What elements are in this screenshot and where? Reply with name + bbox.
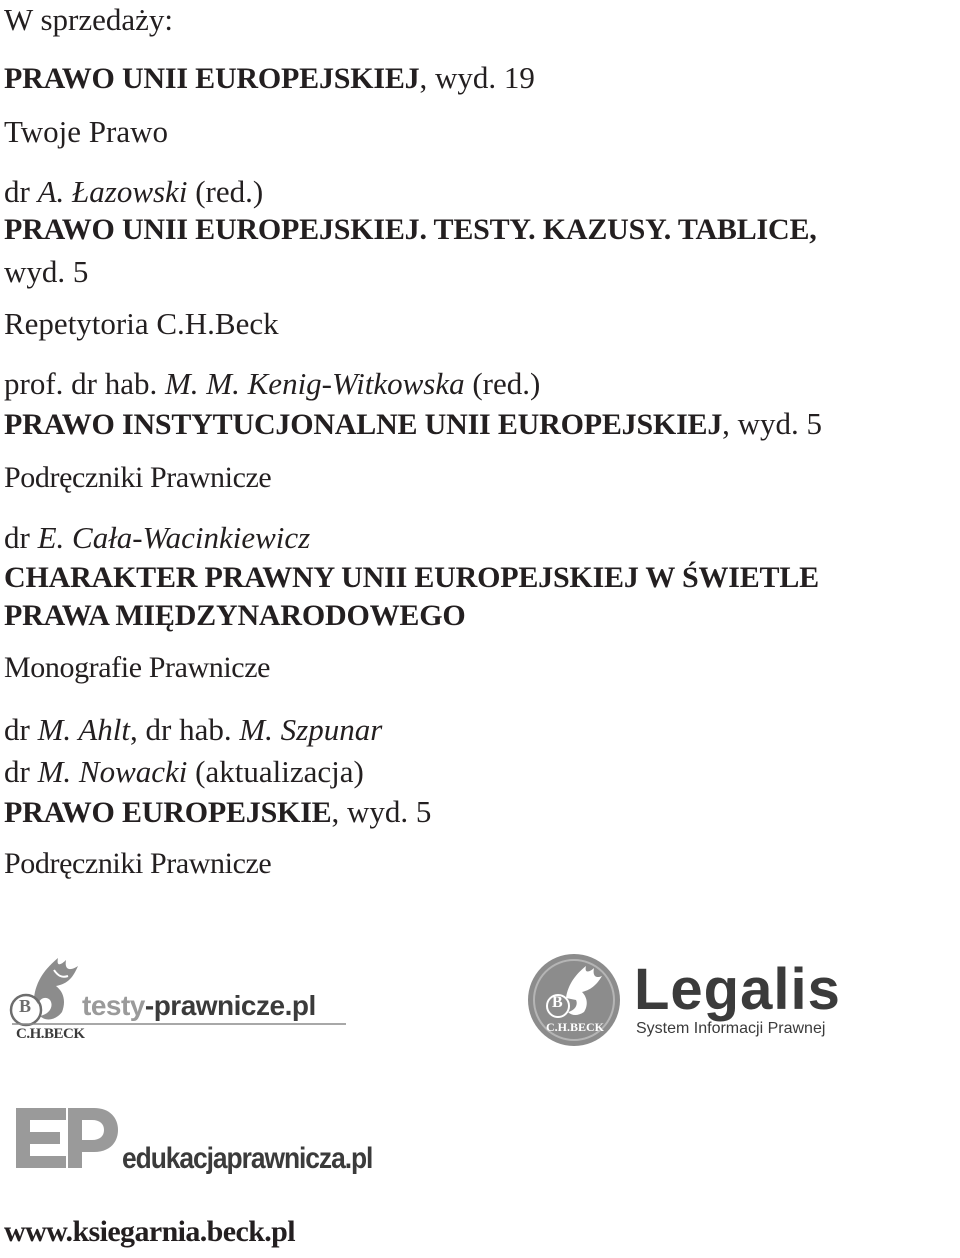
testy-wordmark-part-1: testy: [82, 990, 145, 1021]
book-2-title: PRAWO UNII EUROPEJSKIEJ. TESTY. KAZUSY. TABLICE,: [4, 213, 817, 246]
legalis-wordmark: Legalis: [634, 957, 841, 1022]
book-5-edition: , wyd. 5: [331, 794, 432, 829]
beck-seal-icon: [526, 950, 626, 1050]
legalis-beck-badge-letter: B: [552, 994, 563, 1011]
book-3-author: M. M. Kenig-Witkowska: [164, 366, 465, 401]
book-2-author-prefix: dr: [4, 174, 38, 209]
book-5-author-1: M. Ahlt: [37, 712, 131, 747]
book-5-author-3: M. Nowacki: [37, 754, 188, 789]
book-5-title-line: [4, 794, 431, 831]
book-5-author-3-suffix: (aktualizacja): [187, 754, 364, 789]
legalis-tagline: System Informacji Prawnej: [636, 1020, 826, 1037]
book-3-edition: , wyd. 5: [722, 406, 823, 441]
book-4-title-line-1: CHARAKTER PRAWNY UNII EUROPEJSKIEJ W ŚWIETLE: [4, 561, 819, 594]
book-2-author: A. Łazowski: [37, 174, 188, 209]
book-1-edition: , wyd. 19: [419, 60, 535, 95]
book-4-title-line-2: PRAWA MIĘDZYNARODOWEGO: [4, 599, 466, 632]
book-2-series: Repetytoria C.H.Beck: [4, 306, 279, 341]
book-1-series: Twoje Prawo: [4, 114, 168, 149]
book-1-title-line: [4, 60, 535, 97]
book-2-edition: wyd. 5: [4, 254, 89, 289]
ep-monogram-icon: [6, 1098, 126, 1178]
legalis-logo[interactable]: [526, 950, 886, 1050]
testy-beck-badge-letter: B: [19, 996, 32, 1016]
book-5-author-line-2: [4, 754, 364, 790]
book-5-author-2: M. Szpunar: [239, 712, 383, 747]
testy-chbeck-label: C.H.BECK: [16, 1026, 85, 1042]
testy-prawnicze-wordmark: [82, 990, 316, 1022]
book-5-author-separator: , dr hab.: [130, 712, 240, 747]
book-1-title: PRAWO UNII EUROPEJSKIEJ: [4, 62, 420, 95]
book-2-author-suffix: (red.): [187, 174, 264, 209]
book-4-series: Monografie Prawnicze: [4, 651, 271, 684]
book-5-series: Podręczniki Prawnicze: [4, 847, 272, 880]
book-3-title-line: [4, 406, 822, 443]
edukacja-prawnicza-logo[interactable]: [6, 1098, 426, 1184]
testy-wordmark-part-2: -prawnicze.pl: [144, 990, 316, 1021]
book-3-author-line: [4, 366, 540, 402]
book-3-author-suffix: (red.): [464, 366, 541, 401]
book-4-author-prefix: dr: [4, 520, 38, 555]
book-5-author-3-prefix: dr: [4, 754, 38, 789]
book-5-title: PRAWO EUROPEJSKIE: [4, 796, 332, 829]
legalis-chbeck-label: C.H.BECK: [546, 1020, 605, 1034]
book-3-series: Podręczniki Prawnicze: [4, 461, 272, 494]
book-4-author: E. Cała-Wacinkiewicz: [37, 520, 311, 555]
heading: W sprzedaży:: [4, 2, 173, 37]
book-4-author-line: [4, 520, 310, 556]
edukacja-prawnicza-url[interactable]: edukacjaprawnicza.pl: [122, 1142, 373, 1175]
book-3-title: PRAWO INSTYTUCJONALNE UNII EUROPEJSKIEJ: [4, 408, 723, 441]
book-5-author-1-prefix: dr: [4, 712, 38, 747]
book-3-author-prefix: prof. dr hab.: [4, 366, 165, 401]
testy-prawnicze-logo[interactable]: [6, 950, 356, 1050]
footer-url[interactable]: www.ksiegarnia.beck.pl: [4, 1215, 296, 1248]
book-5-author-line-1: [4, 712, 382, 748]
book-2-author-line: [4, 174, 263, 210]
